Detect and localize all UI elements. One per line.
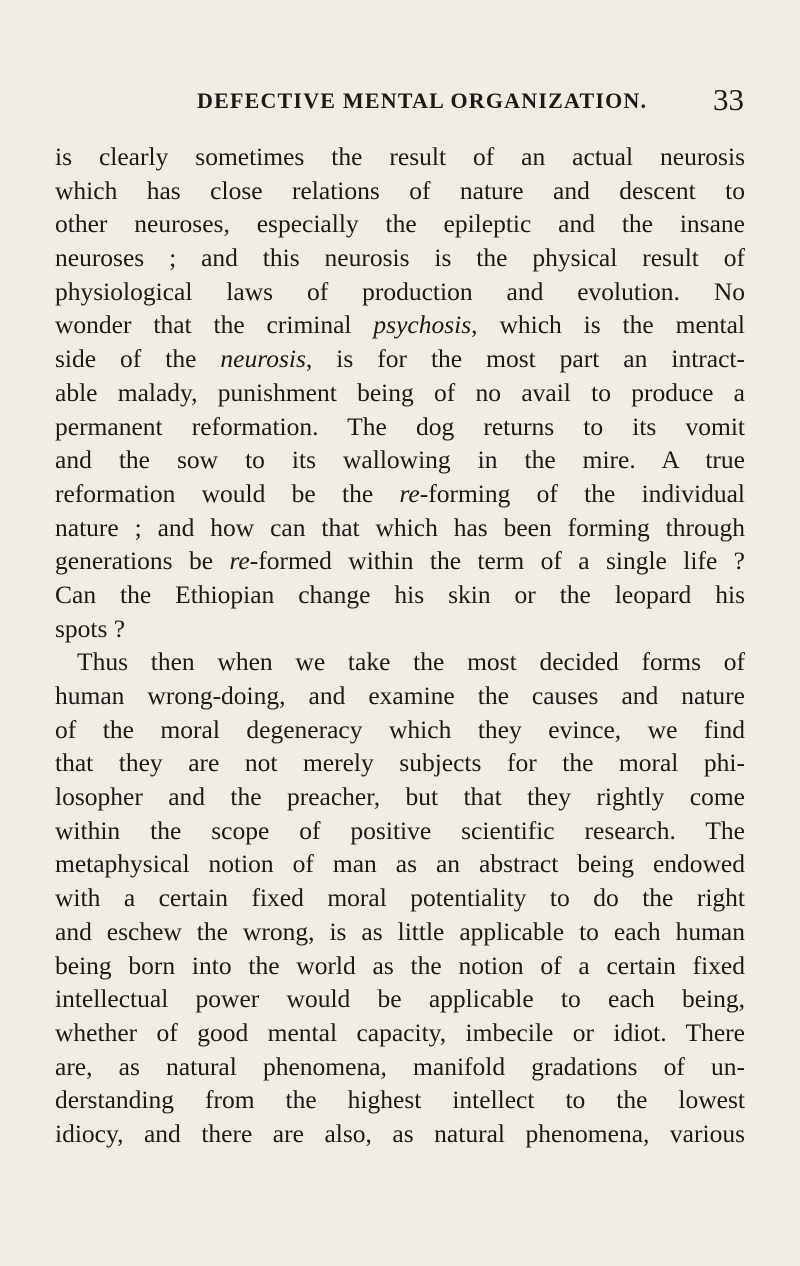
text-line: within the scope of positive scientific research. The (55, 815, 745, 845)
text-run: -formed within the term of a single life ? (249, 546, 745, 576)
italic-term: re (399, 478, 420, 508)
text-run: reformation would be the (55, 478, 400, 508)
text-line: losopher and the preacher, but that they rightly come (55, 782, 745, 812)
running-head: DEFECTIVE MENTAL ORGANIZATION. (197, 88, 648, 113)
text-line: derstanding from the highest intellect to the lowest (55, 1085, 745, 1115)
text-line: idiocy, and there are also, as natural phenomena, various (55, 1118, 745, 1148)
text-line: which has close relations of nature and descent to (55, 175, 745, 205)
text-line: human wrong-doing, and examine the causes and nature (55, 681, 745, 710)
text-line (55, 477, 745, 511)
text-line: able malady, punishment being of no avail to produce a (55, 377, 745, 407)
italic-term: neurosis (220, 344, 306, 374)
text-line: of the moral degeneracy which they evince, we find (55, 714, 745, 744)
text-line: physiological laws of production and evolution. No (55, 276, 745, 306)
text-run: -forming of the individual (419, 478, 745, 508)
text-line (55, 544, 745, 578)
text-run: , which is the mental (471, 310, 745, 340)
text-line (55, 308, 745, 342)
text-line: and the sow to its wallowing in the mire. A true (55, 445, 745, 475)
text-line: spots ? (55, 613, 126, 643)
text-line: that they are not merely subjects for the moral phi- (55, 748, 745, 778)
text-line: nature ; and how can that which has been forming through (55, 512, 745, 542)
text-line: Can the Ethiopian change his skin or the leopard his (55, 579, 745, 609)
text-line: neuroses ; and this neurosis is the physical result of (55, 243, 745, 273)
text-line: with a certain fixed moral potentiality to do the right (55, 883, 745, 913)
text-run: , is for the most part an intract- (305, 344, 745, 374)
text-line: Thus then when we take the most decided forms of (77, 647, 745, 677)
body-text (55, 140, 745, 1151)
text-line: intellectual power would be applicable to each being, (55, 984, 745, 1014)
text-line: are, as natural phenomena, manifold gradations of un- (55, 1051, 745, 1081)
text-line: metaphysical notion of man as an abstract being endowed (55, 849, 745, 879)
text-line: and eschew the wrong, is as little applicable to each human (55, 916, 745, 946)
text-line (55, 342, 745, 376)
text-line: other neuroses, especially the epileptic and the insane (55, 209, 745, 239)
text-run: side of the (55, 344, 221, 374)
page-header (0, 82, 800, 128)
page-number: 33 (713, 82, 744, 117)
text-line: permanent reformation. The dog returns to its vomit (55, 411, 745, 441)
text-run: wonder that the criminal (55, 310, 374, 340)
text-line: whether of good mental capacity, imbecile or idiot. There (55, 1017, 745, 1047)
text-line: is clearly sometimes the result of an actual neurosis (55, 142, 745, 171)
text-run: generations be (55, 546, 230, 576)
italic-term: re (229, 546, 250, 576)
italic-term: psychosis (373, 310, 472, 340)
text-line: being born into the world as the notion of a certain fixed (55, 950, 745, 980)
